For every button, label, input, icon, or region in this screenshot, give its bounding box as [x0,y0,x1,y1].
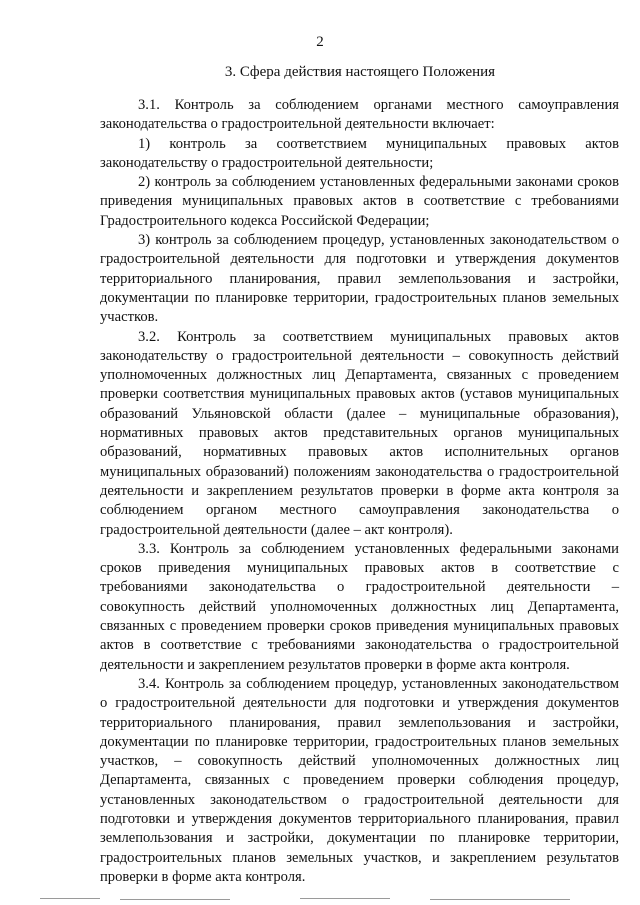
section-body [100,96,619,887]
scan-mark [40,898,100,899]
paragraph-3-4: 3.4. Контроль за соблюдением процедур, установленных законодательством о градостроительной деятельности для подготовки и утверждения документов территориального планирования, правил землепользования и застройки, документации по планировке территории, градостроительных планов земельных участков, – совокупность действий уполномоченных должностных лиц Департамента, связанных с проведением проверки соблюдения процедур, установленных законодательством о градостроительной деятельности для подготовки и утверждения документов территориального планирования, правил землепользования и застройки, документации по планировке территории, градостроительных планов земельных участков, и закреплением результатов проверки в форме акта контроля. [100,675,619,885]
scan-mark [120,899,230,900]
paragraph-3-1-intro: 3.1. Контроль за соблюдением органами местного самоуправления законодательства о градостроительной деятельности включает: [100,97,619,133]
page-number: 2 [316,34,324,50]
paragraph-3-1-item-3: 3) контроль за соблюдением процедур, установленных законодательством о градостроительной деятельности для подготовки и утверждения документов территориального планирования, правил землепользования и застройки, документации по планировке территории, градостроительных планов земельных участков. [100,232,619,326]
paragraph-3-3: 3.3. Контроль за соблюдением установленных федеральными законами сроков приведения муниципальных правовых актов в соответствие с требованиями законодательства о градостроительной деятельности – совокупность действий уполномоченных должностных лиц Департамента, связанных с проведением проверки сроков приведения муниципальных правовых актов в соответствие с требованиями законодательства о градостроительной деятельности и закреплением результатов проверки в форме акта контроля. [100,540,619,673]
paragraph-3-1-item-2: 2) контроль за соблюдением установленных федеральными законами сроков приведения муниципальных правовых актов в соответствие с требованиями Градостроительного кодекса Российской Федерации; [100,174,619,229]
scan-mark [430,899,570,900]
paragraph-3-1-item-1: 1) контроль за соответствием муниципальных правовых актов законодательству о градостроительной деятельности; [100,135,619,171]
paragraph-3-2: 3.2. Контроль за соответствием муниципальных правовых актов законодательству о градостроительной деятельности – совокупность действий уполномоченных должностных лиц Департамента, связанных с проведением проверки соответствия муниципальных правовых актов (уставов муниципальных образований Ульяновской области (далее – муниципальные образования), нормативных правовых актов представительных органов муниципальных образований, нормативных правовых актов исполнительных органов муниципальных образований) положениям законодательства о градостроительной деятельности и закреплением результатов проверки в форме акта контроля за соблюдением органом местного самоуправления законодательства о градостроительной деятельности (далее – акт контроля). [100,328,619,538]
section-heading: 3. Сфера действия настоящего Положения [224,64,496,80]
scan-bottom-edge [0,888,640,905]
scan-mark [300,898,390,899]
